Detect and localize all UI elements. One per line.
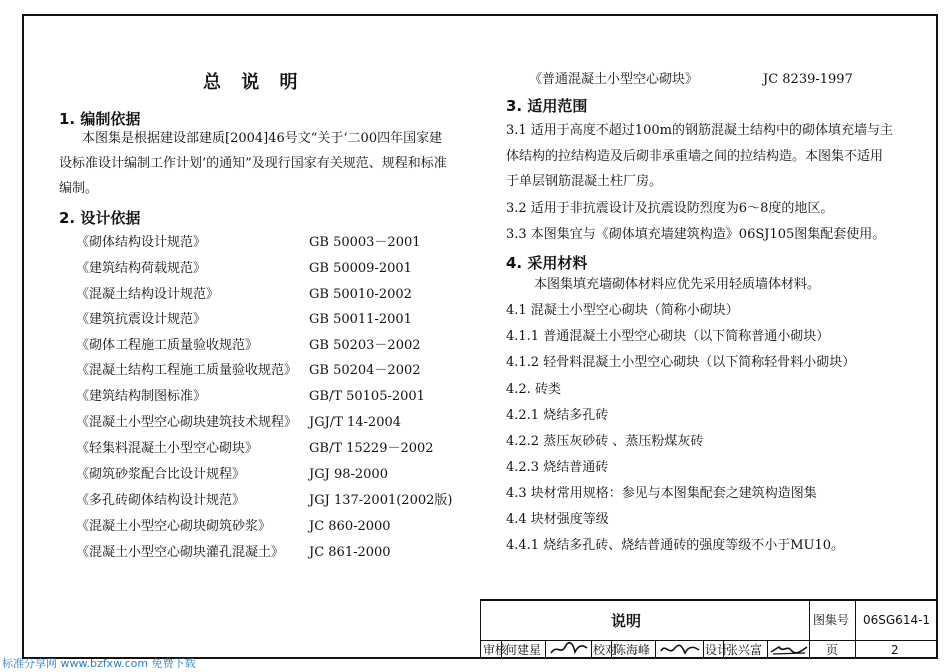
standard-name: 《混凝土小型空心砌块建筑技术规程》 <box>76 415 298 430</box>
drawing-name: 说明 <box>611 612 642 630</box>
standard-name: 《砌体工程施工质量验收规范》 <box>76 338 259 353</box>
section-3-line: 3.2 适用于非抗震设计及抗震设防烈度为6～8度的地区。 <box>506 201 834 216</box>
section-1-line: 本图集是根据建设部建质[2004]46号文“关于‘二00四年国家建 <box>82 131 443 146</box>
section-4-line: 4.2.2 蒸压灰砂砖 、蒸压粉煤灰砖 <box>506 434 704 449</box>
standard-code: JGJ 98-2000 <box>309 467 388 482</box>
watermark: 标准分享网 www.bzfxw.com 免费下载 <box>2 657 196 670</box>
title-block <box>480 599 938 659</box>
section-4-line: 4.1.1 普通混凝土小型空心砌块（以下简称普通小砌块） <box>506 329 830 344</box>
standard-name: 《混凝土结构设计规范》 <box>76 287 220 302</box>
section-4-line: 4.2. 砖类 <box>506 382 561 397</box>
standard-code: GB 50010-2002 <box>309 287 412 302</box>
standard-name: 《建筑结构制图标准》 <box>76 389 207 404</box>
section-3-line: 3.1 适用于高度不超过100m的钢筋混凝土结构中的砌体填充墙与主 <box>506 123 893 138</box>
standard-code: GB 50204－2002 <box>309 363 421 378</box>
section-3-line: 于单层钢筋混凝土柱厂房。 <box>506 174 663 189</box>
checker-signature <box>659 641 701 657</box>
review-label: 审核 <box>483 643 508 657</box>
standard-name: 《砌筑砂浆配合比设计规程》 <box>76 467 246 482</box>
standard-code: GB 50009-2001 <box>309 261 412 276</box>
standard-code: GB 50011-2001 <box>309 312 412 327</box>
page-title: 总 说 明 <box>203 72 305 93</box>
section-4-line: 4.3 块材常用规格：参见与本图集配套之建筑构造图集 <box>506 486 817 501</box>
standard-name: 《轻集料混凝土小型空心砌块》 <box>76 441 259 456</box>
standard-name: 《混凝土小型空心砌块灌孔混凝土》 <box>76 545 285 560</box>
section-4-heading: 4. 采用材料 <box>506 254 588 272</box>
check-label: 校对 <box>593 643 618 657</box>
designer-name: 张兴富 <box>726 643 763 657</box>
design-label: 设计 <box>705 643 730 657</box>
section-3-line: 3.3 本图集宜与《砌体填充墙建筑构造》06SJ105图集配套使用。 <box>506 227 886 242</box>
section-1-heading: 1. 编制依据 <box>59 110 141 128</box>
page-number: 2 <box>891 643 899 657</box>
section-4-line: 4.2.3 烧结普通砖 <box>506 460 609 475</box>
reviewer-signature <box>549 641 589 657</box>
section-4-line: 4.4.1 烧结多孔砖、烧结普通砖的强度等级不小于MU10。 <box>506 538 845 553</box>
section-1-line: 编制。 <box>59 181 99 196</box>
section-4-line: 4.4 块材强度等级 <box>506 512 609 527</box>
standard-code: JC 860-2000 <box>309 519 391 534</box>
section-4-line: 4.1 混凝土小型空心砌块（简称小砌块） <box>506 303 739 318</box>
standard-name: 《多孔砖砌体结构设计规范》 <box>76 493 246 508</box>
standard-code: GB/T 15229－2002 <box>309 441 434 456</box>
standard-code: JGJ 137-2001(2002版) <box>309 493 453 508</box>
section-4-line: 4.2.1 烧结多孔砖 <box>506 408 609 423</box>
page-label: 页 <box>826 643 839 657</box>
standard-code: GB 50203－2002 <box>309 338 421 353</box>
standard-code: GB/T 50105-2001 <box>309 389 425 404</box>
standard-code: JC 861-2000 <box>309 545 391 560</box>
standard-name: 《混凝土小型空心砌块砌筑砂浆》 <box>76 519 272 534</box>
atlas-number: 06SG614-1 <box>863 613 931 627</box>
standard-name: 《建筑抗震设计规范》 <box>76 312 207 327</box>
section-2-heading: 2. 设计依据 <box>59 209 141 227</box>
section-4-line: 本图集填充墙砌体材料应优先采用轻质墙体材料。 <box>534 277 821 292</box>
standard-code: GB 50003－2001 <box>309 235 421 250</box>
designer-signature <box>769 641 809 657</box>
standard-code: JC 8239-1997 <box>763 72 853 87</box>
section-1-line: 设标准设计编制工作计划’的通知”及现行国家有关规范、规程和标准 <box>59 156 447 171</box>
standard-name: 《普通混凝土小型空心砌块》 <box>529 72 699 87</box>
standard-name: 《建筑结构荷载规范》 <box>76 261 207 276</box>
standard-code: JGJ/T 14-2004 <box>309 415 402 430</box>
section-4-line: 4.1.2 轻骨料混凝土小型空心砌块（以下简称轻骨料小砌块） <box>506 355 856 370</box>
standard-name: 《砌体结构设计规范》 <box>76 235 207 250</box>
standard-name: 《混凝土结构工程施工质量验收规范》 <box>76 363 298 378</box>
section-3-heading: 3. 适用范围 <box>506 97 588 115</box>
section-3-line: 体结构的拉结构造及后砌非承重墙之间的拉结构造。本图集不适用 <box>506 149 884 164</box>
atlas-number-label: 图集号 <box>813 613 850 627</box>
checker-name: 陈海峰 <box>614 643 651 657</box>
reviewer-name: 何建星 <box>505 643 542 657</box>
